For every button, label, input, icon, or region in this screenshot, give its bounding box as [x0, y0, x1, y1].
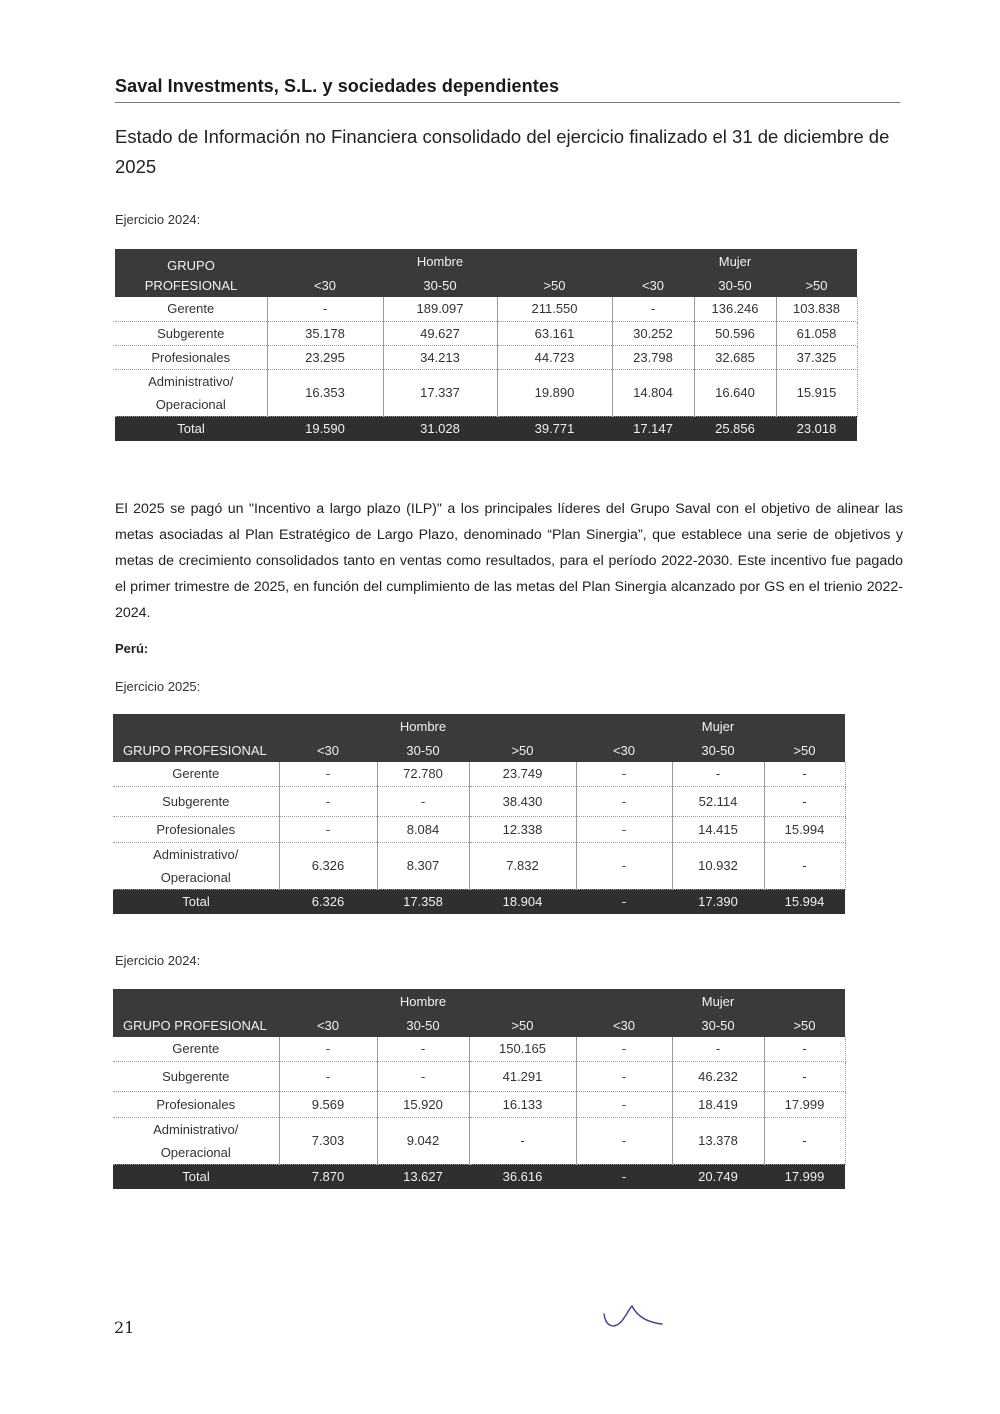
table-cell: 23.295	[267, 345, 383, 369]
table-cell: -	[377, 1061, 469, 1091]
total-cell: 19.590	[267, 416, 383, 441]
table-row	[115, 369, 857, 416]
table-age-header-row	[113, 1013, 845, 1037]
age-col-header: 30-50	[672, 1013, 764, 1037]
total-cell: 18.904	[469, 889, 576, 914]
total-cell: 20.749	[672, 1164, 764, 1189]
table-cell: 35.178	[267, 321, 383, 345]
table-cell: 15.994	[764, 816, 845, 842]
row-label-line2: Operacional	[160, 869, 231, 885]
table-cell: -	[576, 816, 672, 842]
table-cell: 17.337	[383, 369, 497, 416]
table-cell: -	[377, 786, 469, 816]
age-col-header: >50	[469, 1013, 576, 1037]
signature-mark	[600, 1300, 670, 1334]
table-cell: -	[764, 1037, 845, 1061]
table-cell: 6.326	[279, 842, 377, 889]
table-cell: -	[764, 762, 845, 786]
age-col-header: <30	[576, 1013, 672, 1037]
total-row	[115, 416, 857, 441]
age-col-header: <30	[267, 273, 383, 297]
table-cell: 38.430	[469, 786, 576, 816]
total-row	[113, 1164, 845, 1189]
table-cell: 9.569	[279, 1091, 377, 1117]
table-cell: 7.832	[469, 842, 576, 889]
age-col-header: 30-50	[383, 273, 497, 297]
total-cell: 39.771	[497, 416, 612, 441]
table-age-header-row	[115, 273, 857, 297]
age-col-header: >50	[469, 738, 576, 762]
total-label: Total	[115, 416, 267, 441]
table-cell: 211.550	[497, 297, 612, 321]
table-cell: 16.133	[469, 1091, 576, 1117]
table-cell: -	[576, 842, 672, 889]
row-label-line1: Administrativo/	[153, 1121, 239, 1137]
table-cell: 16.353	[267, 369, 383, 416]
table-cell: -	[576, 1091, 672, 1117]
table-cell: 14.804	[612, 369, 694, 416]
group-header: GRUPO PROFESIONAL	[113, 1013, 279, 1037]
table-row	[115, 297, 857, 321]
total-cell: 23.018	[776, 416, 857, 441]
table-cell: -	[612, 297, 694, 321]
row-label	[113, 842, 279, 889]
page-number: 21	[114, 1318, 135, 1337]
table-cell: 10.932	[672, 842, 764, 889]
total-cell: -	[576, 1164, 672, 1189]
table-row	[115, 321, 857, 345]
table-cell: -	[279, 762, 377, 786]
mujer-header: Mujer	[694, 249, 776, 273]
age-col-header: >50	[497, 273, 612, 297]
table-cell: 12.338	[469, 816, 576, 842]
table-cell: 34.213	[383, 345, 497, 369]
total-cell: 17.999	[764, 1164, 845, 1189]
table-cell: -	[576, 1061, 672, 1091]
total-label: Total	[113, 889, 279, 914]
table-cell: 30.252	[612, 321, 694, 345]
age-col-header: >50	[764, 738, 845, 762]
table-cell: -	[469, 1117, 576, 1164]
total-cell: 17.390	[672, 889, 764, 914]
row-label: Profesionales	[113, 1091, 279, 1117]
table-cell: -	[764, 1117, 845, 1164]
ilp-paragraph: El 2025 se pagó un "Incentivo a largo plazo (ILP)" a los principales líderes del Grupo Saval con el objetivo de alinear las metas asociadas al Plan Estratégico de Largo Plazo, denominado “Plan Sinergia”, que establece una serie de objetivos y metas de crecimiento consolidados tanto en ventas como resultados, para el período 2022-2030. Este incentivo fue pagado el primer trimestre de 2025, en función del cumplimiento de las metas del Plan Sinergia alcanzado por GS en el trienio 2022-2024.	[115, 501, 903, 621]
table-cell: -	[672, 762, 764, 786]
table-cell: -	[672, 1037, 764, 1061]
table-cell: 15.915	[776, 369, 857, 416]
mujer-header: Mujer	[672, 714, 764, 738]
table-cell: 17.999	[764, 1091, 845, 1117]
total-cell: 17.358	[377, 889, 469, 914]
total-cell: 15.994	[764, 889, 845, 914]
table-row	[113, 1091, 845, 1117]
age-col-header: <30	[279, 738, 377, 762]
total-cell: 25.856	[694, 416, 776, 441]
table-header-row	[113, 714, 845, 738]
total-cell: -	[576, 889, 672, 914]
age-col-header: >50	[776, 273, 857, 297]
table-cell: 32.685	[694, 345, 776, 369]
total-cell: 31.028	[383, 416, 497, 441]
age-col-header: <30	[612, 273, 694, 297]
total-label: Total	[113, 1164, 279, 1189]
total-cell: 36.616	[469, 1164, 576, 1189]
table-row	[113, 816, 845, 842]
age-col-header: 30-50	[694, 273, 776, 297]
table-row	[113, 762, 845, 786]
table-cell: -	[764, 786, 845, 816]
table-cell: -	[764, 842, 845, 889]
table-row	[113, 786, 845, 816]
salary-table-peru-2025	[113, 714, 846, 914]
table-cell: 63.161	[497, 321, 612, 345]
table-cell: 23.749	[469, 762, 576, 786]
table-cell: -	[576, 786, 672, 816]
row-label: Gerente	[115, 297, 267, 321]
table-cell: -	[279, 786, 377, 816]
table-cell: 7.303	[279, 1117, 377, 1164]
table-cell: 23.798	[612, 345, 694, 369]
row-label: Profesionales	[115, 345, 267, 369]
group-header-line1: GRUPO	[167, 258, 215, 273]
group-header: GRUPO PROFESIONAL	[113, 738, 279, 762]
table-header-row	[113, 989, 845, 1013]
total-cell: 7.870	[279, 1164, 377, 1189]
table-cell: -	[279, 1037, 377, 1061]
row-label: Profesionales	[113, 816, 279, 842]
country-heading-peru: Perú:	[115, 641, 149, 656]
table-cell: -	[267, 297, 383, 321]
table-cell: 50.596	[694, 321, 776, 345]
table-cell: -	[576, 1117, 672, 1164]
table-cell: -	[377, 1037, 469, 1061]
table-cell: 16.640	[694, 369, 776, 416]
total-cell: 13.627	[377, 1164, 469, 1189]
row-label: Gerente	[113, 762, 279, 786]
table-cell: 46.232	[672, 1061, 764, 1091]
table-cell: -	[279, 1061, 377, 1091]
document-title: Estado de Información no Financiera consolidado del ejercicio finalizado el 31 de diciembre de 2025	[115, 126, 890, 177]
age-col-header: 30-50	[377, 738, 469, 762]
table-cell: 37.325	[776, 345, 857, 369]
section-label-2025: Ejercicio 2025:	[115, 679, 201, 694]
mujer-header: Mujer	[672, 989, 764, 1013]
row-label	[115, 369, 267, 416]
table-cell: 44.723	[497, 345, 612, 369]
row-label-line2: Operacional	[160, 1144, 231, 1160]
table-cell: 103.838	[776, 297, 857, 321]
total-cell: 6.326	[279, 889, 377, 914]
table-row	[113, 1117, 845, 1164]
table-cell: 8.084	[377, 816, 469, 842]
table-cell: -	[576, 1037, 672, 1061]
table-cell: 189.097	[383, 297, 497, 321]
table-cell: 13.378	[672, 1117, 764, 1164]
table-cell: -	[576, 762, 672, 786]
table-cell: 19.890	[497, 369, 612, 416]
row-label: Gerente	[113, 1037, 279, 1061]
table-row	[113, 1037, 845, 1061]
age-col-header: 30-50	[672, 738, 764, 762]
table-cell: 72.780	[377, 762, 469, 786]
table-age-header-row	[113, 738, 845, 762]
hombre-header: Hombre	[377, 989, 469, 1013]
table-cell: 41.291	[469, 1061, 576, 1091]
table-cell: 15.920	[377, 1091, 469, 1117]
table-cell: 8.307	[377, 842, 469, 889]
row-label: Subgerente	[113, 1061, 279, 1091]
table-cell: 52.114	[672, 786, 764, 816]
table-row	[113, 1061, 845, 1091]
age-col-header: <30	[279, 1013, 377, 1037]
table-cell: 136.246	[694, 297, 776, 321]
table-row	[113, 842, 845, 889]
age-col-header: >50	[764, 1013, 845, 1037]
section-label-2024: Ejercicio 2024:	[115, 212, 201, 227]
total-row	[113, 889, 845, 914]
total-cell: 17.147	[612, 416, 694, 441]
row-label	[113, 1117, 279, 1164]
table-cell: 150.165	[469, 1037, 576, 1061]
table-cell: -	[764, 1061, 845, 1091]
salary-table-2024	[115, 249, 858, 441]
age-col-header: <30	[576, 738, 672, 762]
table-header-row	[115, 249, 857, 273]
table-cell: -	[279, 816, 377, 842]
group-header-top	[115, 249, 267, 273]
table-cell: 9.042	[377, 1117, 469, 1164]
table-cell: 14.415	[672, 816, 764, 842]
row-label-line1: Administrativo/	[148, 373, 234, 389]
section-label-2024-peru: Ejercicio 2024:	[115, 953, 201, 968]
table-cell: 61.058	[776, 321, 857, 345]
hombre-header: Hombre	[383, 249, 497, 273]
row-label: Subgerente	[115, 321, 267, 345]
row-label-line1: Administrativo/	[153, 846, 239, 862]
table-cell: 18.419	[672, 1091, 764, 1117]
group-header-line2: PROFESIONAL	[115, 273, 267, 297]
company-name: Saval Investments, S.L. y sociedades dependientes	[115, 76, 560, 96]
hombre-header: Hombre	[377, 714, 469, 738]
table-row	[115, 345, 857, 369]
age-col-header: 30-50	[377, 1013, 469, 1037]
row-label-line2: Operacional	[155, 396, 226, 412]
table-cell: 49.627	[383, 321, 497, 345]
row-label: Subgerente	[113, 786, 279, 816]
salary-table-peru-2024	[113, 989, 846, 1189]
header-rule	[115, 102, 900, 103]
